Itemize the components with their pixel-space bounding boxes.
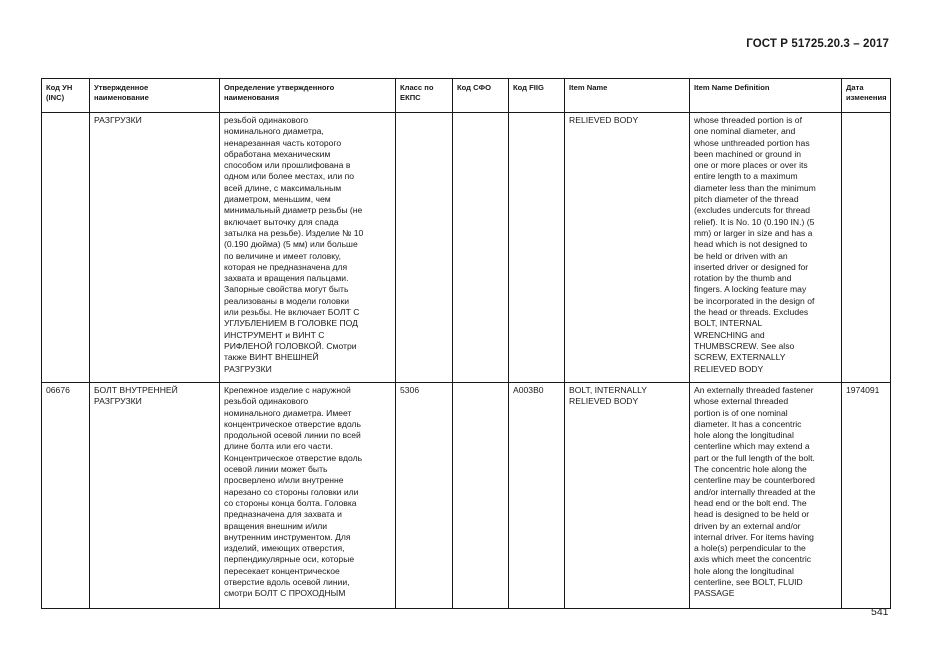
document-standard-number: ГОСТ Р 51725.20.3 – 2017 [746, 38, 889, 50]
cell-inc: 06676 [42, 383, 90, 609]
cell-change-date: 1974091 [842, 383, 891, 609]
cell-ekps-class: 5306 [396, 383, 453, 609]
cell-inc [42, 113, 90, 383]
page-number: 541 [871, 606, 889, 618]
column-header-item-name-definition: Item Name Definition [690, 79, 842, 113]
cell-fiig-code: A003B0 [509, 383, 565, 609]
cell-sfo-code [453, 383, 509, 609]
table-header-row [42, 79, 891, 113]
column-header-sfo-code: Код СФО [453, 79, 509, 113]
cell-approved-name-definition: Крепежное изделие с наружной резьбой одинакового номинального диаметра. Имеет концентрическое отверстие вдоль продольной осевой линии по всей длине болта или его части. Концентрическое отверстие вдоль осевой линии может быть просверлено и/или внутренне нарезано со стороны головки или со стороны конца болта. Головка предназначена для захвата и вращения внешним и/или внутренним инструментом. Для изделий, имеющих отверстия, перпендикулярные оси, которые пересекает концентрическое отверстие вдоль осевой линии, смотри БОЛТ С ПРОХОДНЫМ [220, 383, 396, 609]
cell-approved-name: БОЛТ ВНУТРЕННЕЙ РАЗГРУЗКИ [90, 383, 220, 609]
cell-ekps-class [396, 113, 453, 383]
column-header-fiig-code: Код FIIG [509, 79, 565, 113]
column-header-ekps-class: Класс по ЕКПС [396, 79, 453, 113]
cell-fiig-code [509, 113, 565, 383]
cell-change-date [842, 113, 891, 383]
cell-item-name-definition: whose threaded portion is of one nominal diameter, and whose unthreaded portion has been machined or ground in one or more places or over its entire length to a maximum diameter less than the minimum pitch diameter of the thread (excludes undercuts for thread relief). It is No. 10 (0.190 IN.) (5 mm) or larger in size and has a head which is not designed to be held or driven with an inserted driver or designed for rotation by the thumb and fingers. A locking feature may be incorporated in the design of the head or threads. Excludes BOLT, INTERNAL WRENCHING and THUMBSCREW. See also SCREW, EXTERNALLY RELIEVED BODY [690, 113, 842, 383]
cell-item-name: RELIEVED BODY [565, 113, 690, 383]
column-header-approved-name-definition: Определение утвержденного наименования [220, 79, 396, 113]
column-header-inc: Код УН (INC) [42, 79, 90, 113]
cell-approved-name-definition: резьбой одинакового номинального диаметра, ненарезанная часть которого обработана механическим способом или прошлифована в одном или более местах, или по всей длине, с максимальным диаметром, меньшим, чем минимальный диаметр резьбы (не включает выточку для спада затылка на резьбе). Изделие № 10 (0.190 дюйма) (5 мм) или больше по величине и имеет головку, которая не предназначена для захвата и вращения пальцами. Запорные свойства могут быть реализованы в модели головки или резьбы. Не включает БОЛТ С УГЛУБЛЕНИЕМ В ГОЛОВКЕ ПОД ИНСТРУМЕНТ и ВИНТ С РИФЛЕНОЙ ГОЛОВКОЙ. Смотри также ВИНТ ВНЕШНЕЙ РАЗГРУЗКИ [220, 113, 396, 383]
column-header-change-date: Дата изменения [842, 79, 891, 113]
cell-sfo-code [453, 113, 509, 383]
cell-approved-name: РАЗГРУЗКИ [90, 113, 220, 383]
column-header-approved-name: Утвержденное наименование [90, 79, 220, 113]
nomenclature-table [41, 78, 891, 609]
cell-item-name-definition: An externally threaded fastener whose external threaded portion is of one nominal diameter. It has a concentric hole along the longitudinal centerline which may extend a part or the full length of the bolt. The concentric hole along the centerline may be counterbored and/or internally threaded at the head end or the bolt end. The head is designed to be held or driven by an external and/or internal driver. For items having a hole(s) perpendicular to the axis which meet the concentric hole along the longitudinal centerline, see BOLT, FLUID PASSAGE [690, 383, 842, 609]
table-row [42, 113, 891, 383]
table-row [42, 383, 891, 609]
cell-item-name: BOLT, INTERNALLY RELIEVED BODY [565, 383, 690, 609]
column-header-item-name: Item Name [565, 79, 690, 113]
